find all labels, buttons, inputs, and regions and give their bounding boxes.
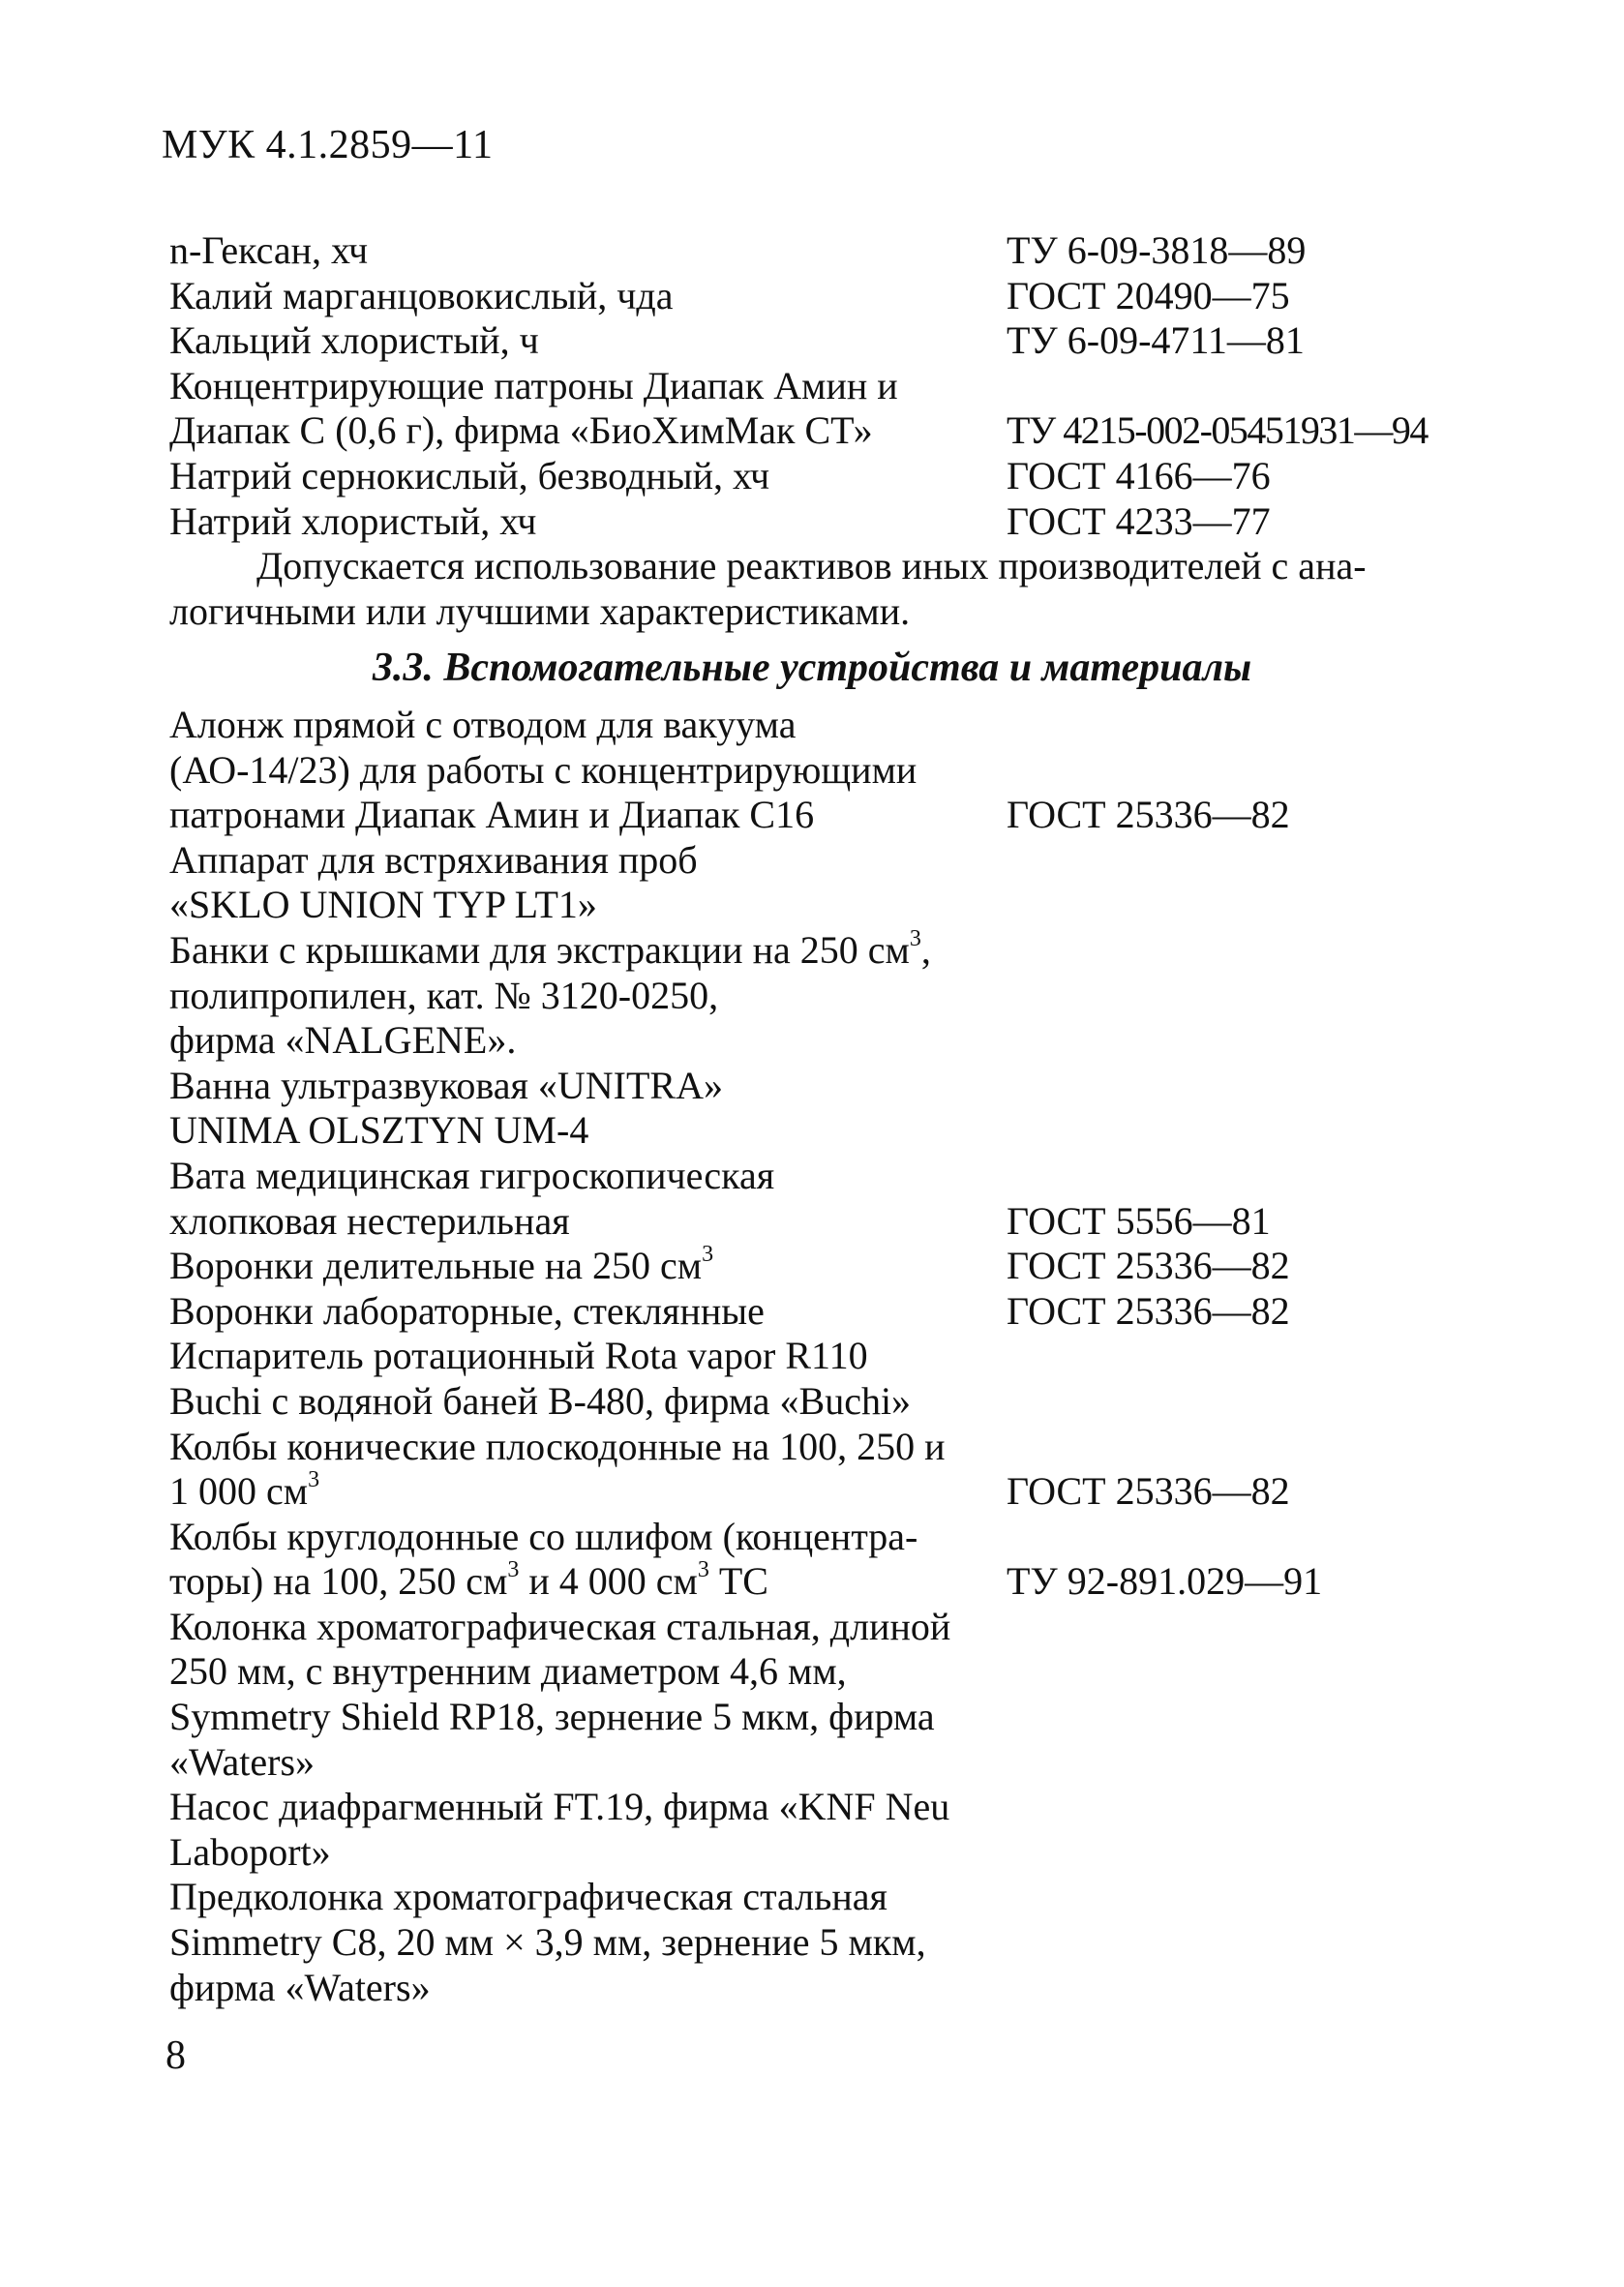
equipment-row — [169, 1064, 1476, 1109]
equipment-row — [169, 748, 1476, 794]
reagent-row-name: Натрий сернокислый, безводный, хч — [169, 453, 770, 497]
equipment-row-name: Банки с крышками для экстракции на 250 $см^3$, — [169, 926, 931, 972]
equipment-row-name: 1 000 $см^3$ — [169, 1467, 320, 1514]
reagent-row — [169, 228, 1476, 274]
equipment-row — [169, 1289, 1476, 1335]
equipment-row — [169, 1244, 1476, 1289]
equipment-row-standard: ГОСТ 25336—82 — [1007, 1469, 1290, 1514]
reagent-row-name: Кальций хлористый, ч — [169, 318, 539, 363]
equipment-row-standard: ГОСТ 25336—82 — [1007, 1244, 1290, 1288]
equipment-row-name: Алонж прямой с отводом для вакуума — [169, 703, 797, 746]
note-line-1: Допускается использование реактивов иных производителей с ана- — [256, 544, 1367, 587]
equipment-row-name: Колбы конические плоскодонные на 100, 250 и — [169, 1424, 946, 1468]
document-code-header: МУК 4.1.2859—11 — [162, 123, 494, 167]
reagent-row — [169, 364, 1476, 409]
equipment-row — [169, 793, 1476, 838]
equipment-row-name: Buchi с водяной баней B-480, фирма «Buchi» — [169, 1378, 912, 1423]
reagent-row-name: Калий марганцовокислый, чда — [169, 273, 674, 317]
reagent-row-name: Диапак С (0,6 г), фирма «БиоХимМак СТ» — [169, 408, 873, 453]
equipment-row — [169, 1199, 1476, 1245]
equipment-row — [169, 1875, 1476, 1920]
equipment-row-name: Simmetry C8, 20 мм × 3,9 мм, зернение 5 мкм, — [169, 1920, 926, 1965]
equipment-row-name: Колбы круглодонные со шлифом (концентра- — [169, 1514, 918, 1558]
equipment-row-name: Воронки делительные на 250 $см^3$ — [169, 1242, 714, 1288]
equipment-row-name: Аппарат для встряхивания проб — [169, 837, 698, 882]
reagent-row-standard: ТУ 6-09-3818—89 — [1007, 228, 1307, 272]
equipment-row-name: Предколонка хроматографическая стальная — [169, 1875, 887, 1919]
equipment-row-name: UNIMA OLSZTYN UM-4 — [169, 1108, 589, 1153]
equipment-row-name: хлопковая нестерильная — [169, 1198, 570, 1243]
equipment-row — [169, 703, 1476, 748]
equipment-row-name: фирма «Waters» — [169, 1965, 431, 2009]
equipment-row — [169, 1649, 1476, 1695]
equipment-row — [169, 928, 1476, 974]
equipment-row — [169, 1154, 1476, 1199]
reagent-row-standard: ТУ 6-09-4711—81 — [1007, 318, 1305, 363]
superscript: 3 — [909, 926, 921, 952]
reagent-row-standard: ГОСТ 4233—77 — [1007, 498, 1271, 543]
equipment-row — [169, 1695, 1476, 1740]
equipment-row-name: полипропилен, кат. № 3120-0250, — [169, 973, 719, 1017]
equipment-row-name: Колонка хроматографическая стальная, длиной — [169, 1604, 951, 1648]
equipment-row — [169, 883, 1476, 928]
reagent-row-name: Натрий хлористый, хч — [169, 498, 537, 543]
equipment-row — [169, 1108, 1476, 1154]
superscript: 3 — [697, 1557, 709, 1583]
page-number: 8 — [165, 2033, 186, 2078]
equipment-row — [169, 1515, 1476, 1560]
equipment-row-name: Ванна ультразвуковая «UNITRA» — [169, 1063, 723, 1107]
equipment-row — [169, 1740, 1476, 1786]
equipment-row — [169, 1785, 1476, 1830]
equipment-row-standard: ГОСТ 25336—82 — [1007, 1288, 1290, 1333]
equipment-row-standard: ГОСТ 25336—82 — [1007, 793, 1290, 837]
equipment-row — [169, 1018, 1476, 1064]
equipment-row-standard: ТУ 92-891.029—91 — [1007, 1559, 1323, 1604]
equipment-row-name: фирма «NALGENE». — [169, 1018, 517, 1063]
equipment-row-name: Насос диафрагменный FT.19, фирма «KNF Neu — [169, 1785, 950, 1829]
equipment-row-name: торы) на 100, 250 $см^3$ и 4 000 $см^3$ ТС — [169, 1557, 768, 1604]
reagent-row — [169, 454, 1476, 499]
superscript: 3 — [507, 1557, 520, 1583]
reagent-row-standard: ГОСТ 20490—75 — [1007, 273, 1290, 317]
section-heading: 3.3. Вспомогательные устройства и материалы — [372, 646, 1252, 690]
equipment-row — [169, 1469, 1476, 1515]
equipment-row-name: Вата медицинская гигроскопическая — [169, 1153, 775, 1197]
equipment-row-name: Laboport» — [169, 1829, 331, 1874]
equipment-row — [169, 1966, 1476, 2011]
equipment-list — [169, 703, 1476, 2010]
equipment-row-name: Symmetry Shield RP18, зернение 5 мкм, фирма — [169, 1695, 935, 1739]
equipment-row — [169, 1379, 1476, 1425]
equipment-row-standard: ГОСТ 5556—81 — [1007, 1198, 1271, 1243]
equipment-row-name: Воронки лабораторные, стеклянные — [169, 1288, 765, 1333]
equipment-row-name: Испаритель ротационный Rota vapor R110 — [169, 1334, 868, 1378]
note-line-2: логичными или лучшими характеристиками. — [169, 588, 911, 633]
equipment-row-name: «Waters» — [169, 1739, 316, 1784]
reagent-row-standard: ТУ 4215-002-05451931—94 — [1007, 408, 1428, 453]
reagent-row — [169, 318, 1476, 364]
reagent-row — [169, 274, 1476, 319]
superscript: 3 — [702, 1242, 714, 1268]
reagent-row — [169, 408, 1476, 454]
equipment-row-name: 250 мм, с внутренним диаметром 4,6 мм, — [169, 1649, 847, 1694]
equipment-row — [169, 1334, 1476, 1379]
reagents-list — [169, 228, 1476, 544]
equipment-row — [169, 974, 1476, 1019]
superscript: 3 — [308, 1467, 320, 1493]
equipment-row — [169, 1425, 1476, 1470]
equipment-row — [169, 1559, 1476, 1605]
equipment-row — [169, 1920, 1476, 1966]
equipment-row — [169, 1605, 1476, 1650]
equipment-row-name: (АО-14/23) для работы с концентрирующими — [169, 747, 917, 792]
reagent-row — [169, 499, 1476, 545]
equipment-row — [169, 838, 1476, 884]
reagent-row-standard: ГОСТ 4166—76 — [1007, 453, 1271, 497]
equipment-row-name: «SKLO UNION TYP LT1» — [169, 883, 597, 927]
equipment-row-name: патронами Диапак Амин и Диапак С16 — [169, 793, 815, 837]
equipment-row — [169, 1830, 1476, 1876]
reagents-note — [169, 544, 1447, 634]
reagent-row-name: n-Гексан, хч — [169, 228, 369, 272]
reagent-row-name: Концентрирующие патроны Диапак Амин и — [169, 363, 898, 407]
